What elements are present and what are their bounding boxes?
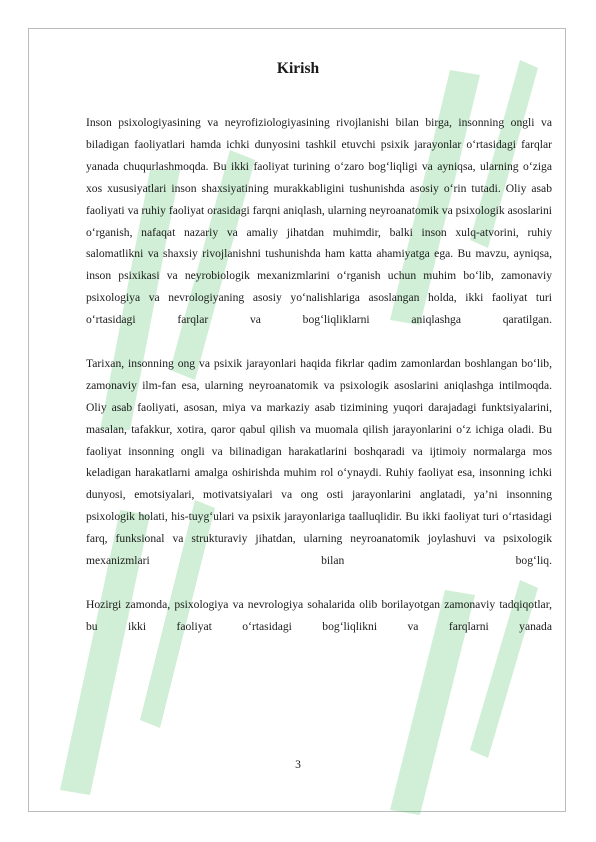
page-number: 3 <box>295 758 301 771</box>
document-body <box>86 112 552 660</box>
paragraph: Hozirgi zamonda, psixologiya va nevrologiya sohalarida olib borilayotgan zamonaviy tadqiqotlar, bu ikki faoliyat o‘rtasidagi bog‘liqlikni va farqlarni yanada <box>86 597 552 633</box>
page-title: Kirish <box>276 60 320 77</box>
paragraph: Inson psixologiyasining va neyrofiziologiyasining rivojlanishi bilan birga, insonning ongli va biladigan faoliyatlari hamda ichki dunyosini tashkil etuvchi psixik jarayonlar o‘rtasidagi farqlar yanada chuqurlashmoqda. Bu ikki faoliyat turining o‘zaro bog‘liqligi va ayniqsa, ularning o‘ziga xos xususiyatlari inson shaxsiyatining murakkabligini tushunishda asosiy o‘rin tutadi. Oliy asab faoliyati va ruhiy faoliyat orasidagi farqni aniqlash, ularning neyroanatomik va psixologik asoslarini o‘rganish, nafaqat nazariy va amaliy jihatdan muhimdir, balki inson xulq-atvorini, ruhiy salomatlikni va shaxsiy rivojlanishni tushunishda ham katta ahamiyatga ega. Bu mavzu, ayniqsa, inson psixikasi va neyrobiologik mexanizmlarini o‘rganish uchun muhim bo‘lib, zamonaviy psixologiya va nevrologiyaning asosiy yo‘nalishlariga asoslangan holda, ikki faoliyat turi o‘rtasidagi farqlar va bog‘liqliklarni aniqlashga qaratilgan. <box>86 116 552 327</box>
paragraph: Tarixan, insonning ong va psixik jarayonlari haqida fikrlar qadim zamonlardan boshlangan bo‘lib, zamonaviy ilm-fan esa, ularning neyroanatomik va psixologik asoslarini aniqlashga intilmoqda. Oliy asab faoliyati, asosan, miya va markaziy asab tizimining yuqori darajadagi funktsiyalarini, masalan, tafakkur, xotira, qaror qabul qilish va muomala qilish jarayonlarini o‘z ichiga oladi. Bu faoliyat insonning ongli va bilinadigan harakatlarini boshqaradi va ijtimoiy normalarga mos keladigan harakatlarni amalga oshirishda muhim rol o‘ynaydi. Ruhiy faoliyat esa, insonning ichki dunyosi, emotsiyalari, motivatsiyalari va ong osti jarayonlarini anglatadi, ya’ni insonning psixologik holati, his-tuyg‘ulari va psixik jarayonlariga taalluqlidir. Bu ikki faoliyat turi o‘rtasidagi farq, funksional va strukturaviy jihatdan, ularning neyroanatomik joylashuvi va psixologik mexanizmlari bilan bog‘liq. <box>86 356 552 568</box>
